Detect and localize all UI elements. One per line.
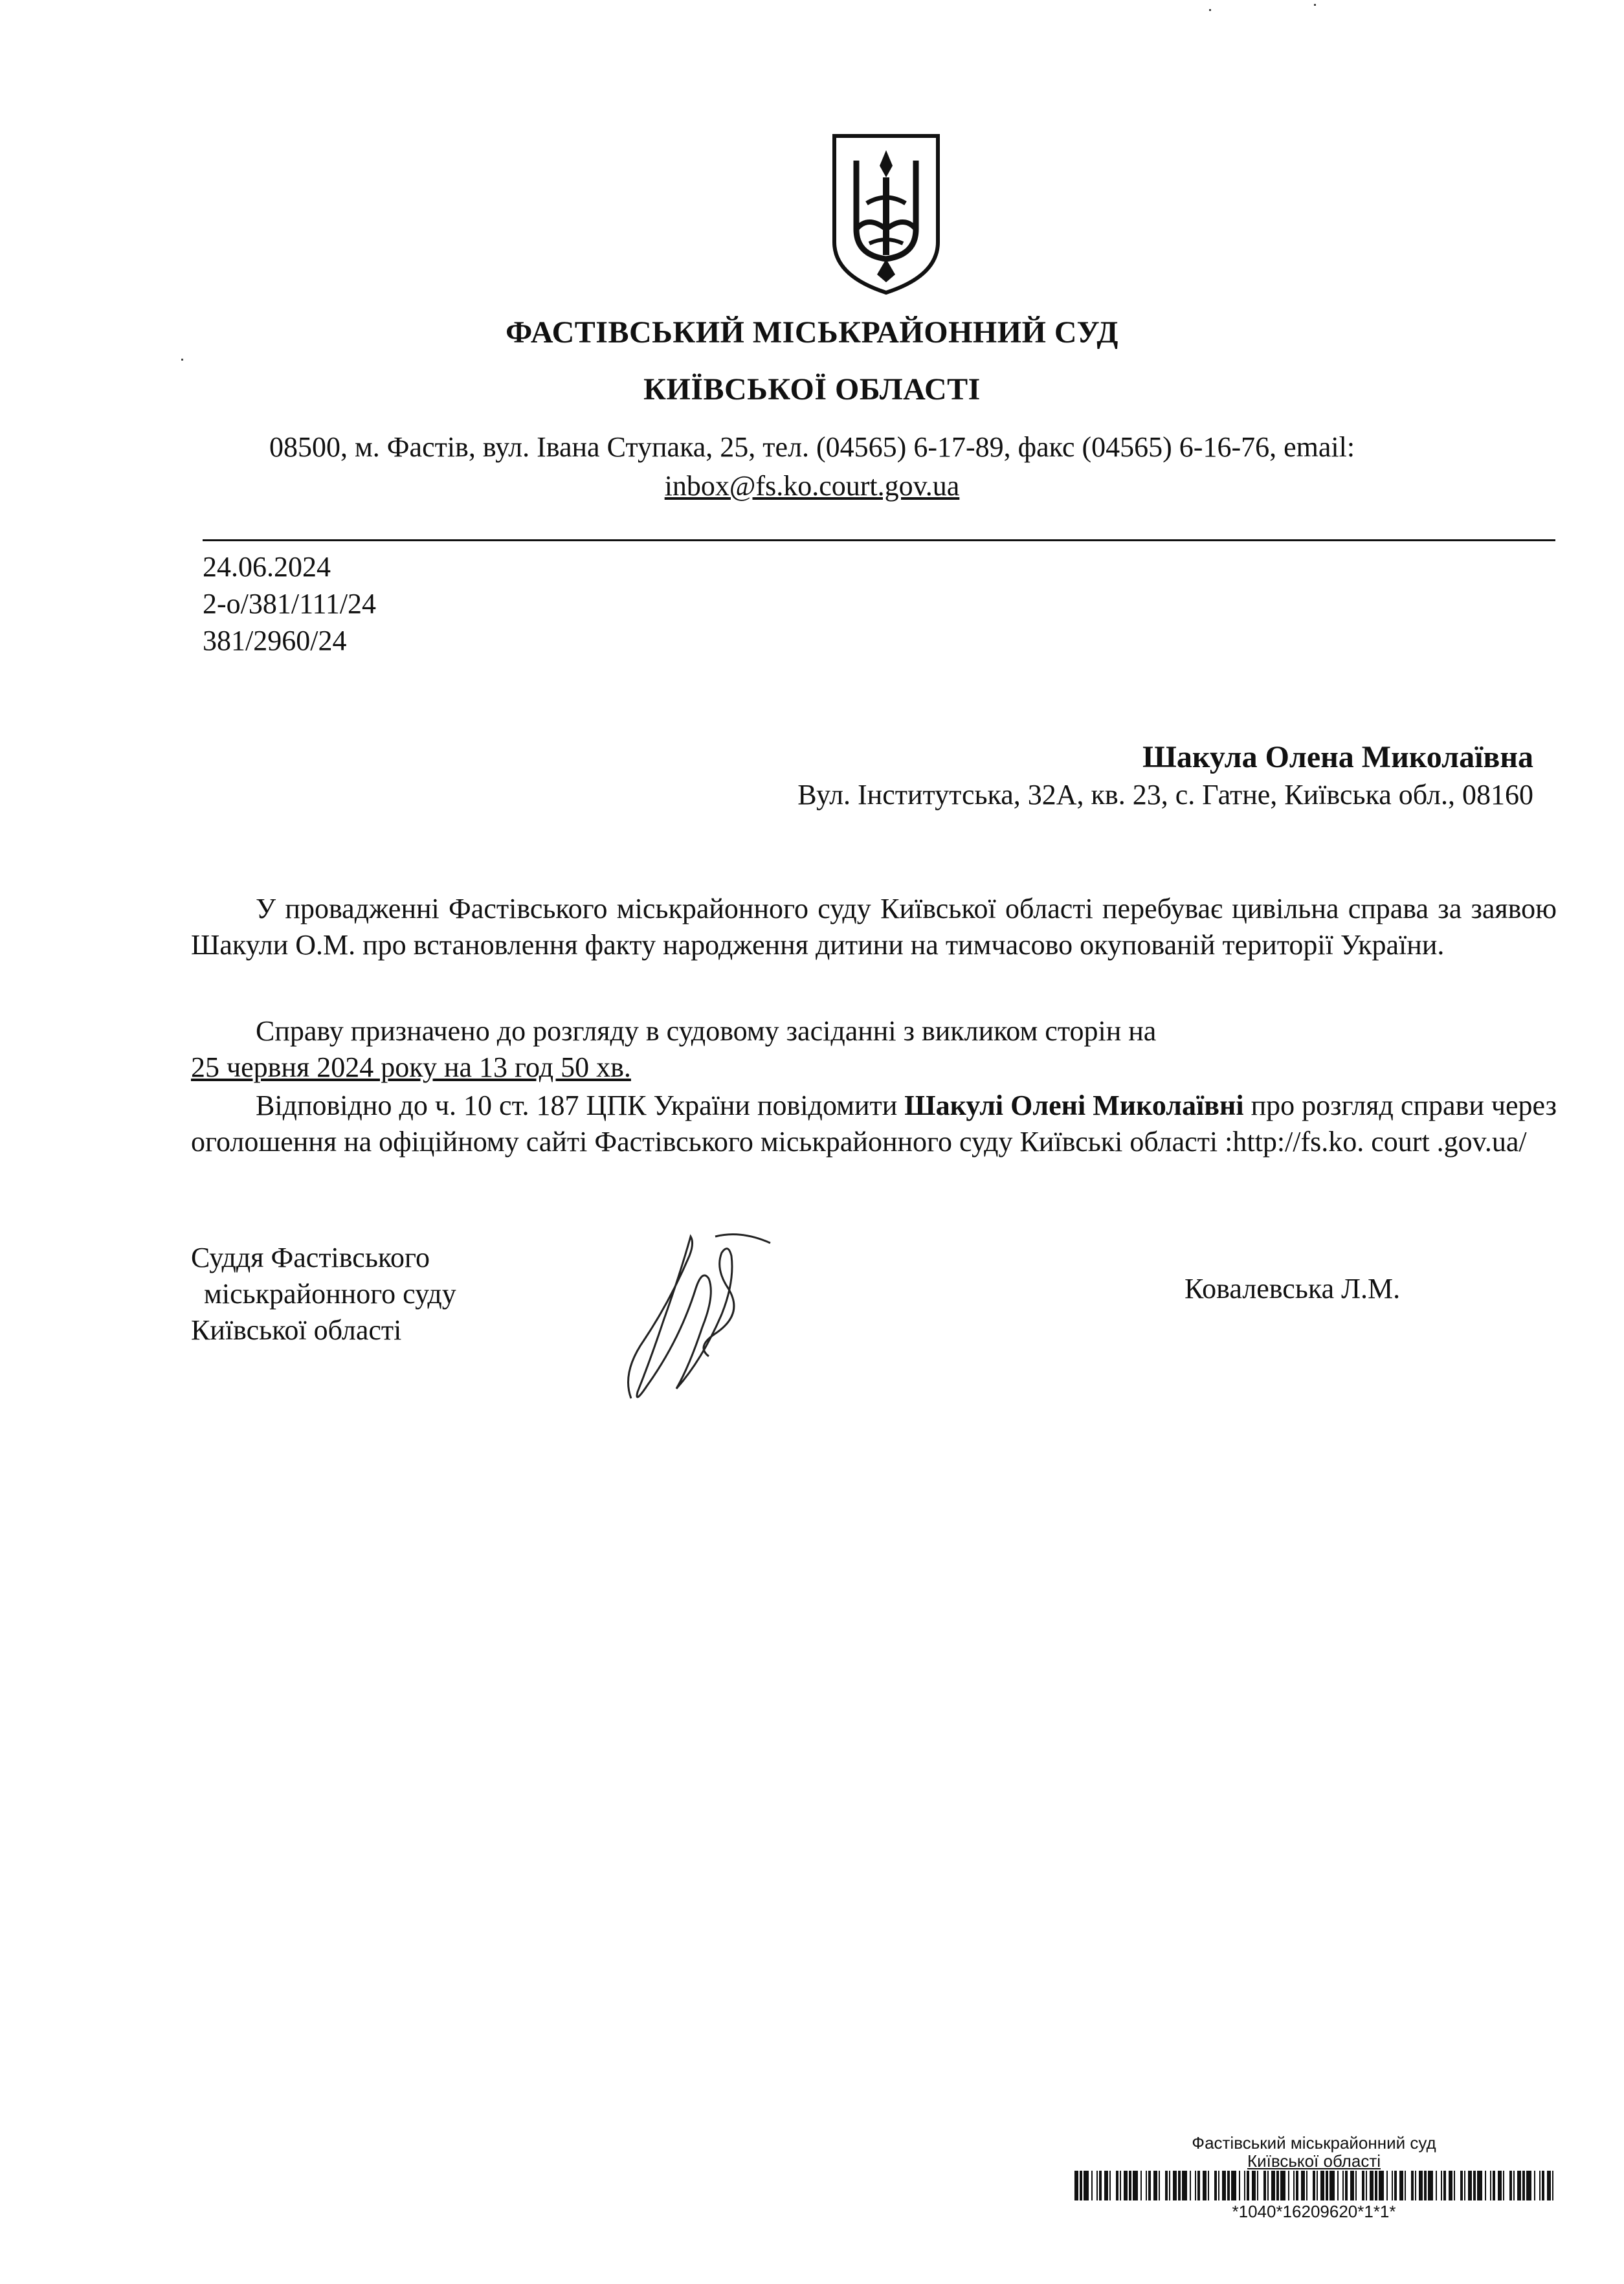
scan-speck — [1314, 4, 1316, 6]
barcode-bar — [1084, 2171, 1089, 2200]
barcode-bar — [1392, 2171, 1393, 2200]
barcode-bar — [1526, 2171, 1531, 2200]
barcode-bar — [1231, 2171, 1236, 2200]
barcode-bar — [1129, 2171, 1131, 2200]
barcode-bar — [1320, 2171, 1324, 2200]
barcode-bar — [1375, 2171, 1377, 2200]
barcode-bar — [1415, 2171, 1416, 2200]
barcode-bar — [1503, 2171, 1504, 2200]
barcode-bar — [1195, 2171, 1196, 2200]
barcode-bar — [1182, 2171, 1187, 2200]
header-divider — [203, 539, 1555, 541]
barcode-bar — [1468, 2171, 1472, 2200]
barcode-bar — [1190, 2171, 1191, 2200]
barcode-bar — [1159, 2171, 1160, 2200]
barcode-bar — [1133, 2171, 1138, 2200]
barcode-bar — [1317, 2171, 1318, 2200]
barcode-bar — [1218, 2171, 1219, 2200]
barcode-bar — [1542, 2171, 1544, 2200]
barcode-bar — [1539, 2171, 1541, 2200]
barcode-bar — [1370, 2171, 1374, 2200]
barcode-bar — [1534, 2171, 1535, 2200]
recipient-address: Вул. Інститутська, 32А, кв. 23, с. Гатне, Київська обл., 08160 — [797, 779, 1533, 811]
barcode-bar — [1460, 2171, 1463, 2200]
judge-title-line-1: Суддя Фастівського — [191, 1242, 430, 1273]
barcode-bar — [1498, 2171, 1502, 2200]
judge-title-block — [191, 1240, 456, 1349]
barcode-bar — [1293, 2171, 1295, 2200]
judge-name: Ковалевська Л.М. — [1185, 1273, 1401, 1304]
barcode-bar — [1120, 2171, 1121, 2200]
coat-of-arms-icon — [830, 132, 942, 296]
barcode-bar — [1116, 2171, 1118, 2200]
barcode-bar — [1313, 2171, 1315, 2200]
barcode-bar — [1276, 2171, 1279, 2200]
barcode-bar — [1301, 2171, 1305, 2200]
barcode-bar — [1436, 2171, 1437, 2200]
hearing-notice-text: Справу призначено до розгляду в судовому засіданні з викликом сторін на — [256, 1015, 1157, 1047]
scan-speck — [181, 359, 183, 361]
barcode-bar — [1454, 2171, 1455, 2200]
court-email-link[interactable]: inbox@fs.ko.court.gov.ua — [664, 470, 960, 502]
barcode-bar — [1379, 2171, 1384, 2200]
barcode-bar — [1493, 2171, 1495, 2200]
body-paragraph-1: У провадженні Фастівського міськрайонного суду Київської області перебуває цивільна справа за заявою Шакули О.М. про встановлення факту народження дитини на тимчасово окупованій території України. — [191, 893, 1557, 961]
barcode-bar — [1148, 2171, 1151, 2200]
barcode-bar — [1263, 2171, 1266, 2200]
barcode-bar — [1178, 2171, 1181, 2200]
barcode-bar — [1399, 2171, 1403, 2200]
barcode-bar — [1394, 2171, 1397, 2200]
barcode-bar — [1411, 2171, 1414, 2200]
barcode-bar — [1169, 2171, 1170, 2200]
court-region: КИЇВСЬКОЇ ОБЛАСТІ — [643, 372, 981, 407]
barcode-bar — [1203, 2171, 1207, 2200]
barcode-bar — [1099, 2171, 1102, 2200]
barcode-subtitle: Київської області — [1247, 2151, 1381, 2171]
barcode-bar — [1239, 2171, 1240, 2200]
scan-speck — [1209, 9, 1211, 11]
barcode-title: Фастівський міськрайонний суд — [1192, 2133, 1436, 2153]
barcode-bar — [1547, 2171, 1551, 2200]
barcode-bar — [1350, 2171, 1354, 2200]
barcode-bar — [1247, 2171, 1249, 2200]
barcode-bar — [1473, 2171, 1476, 2200]
barcode-bar — [1366, 2171, 1367, 2200]
barcode-bar — [1091, 2171, 1093, 2200]
barcode-number: *1040*16209620*1*1* — [1232, 2202, 1396, 2221]
barcode-bar — [1329, 2171, 1335, 2200]
barcode-bar — [1227, 2171, 1230, 2200]
court-name: ФАСТІВСЬКИЙ МІСЬКРАЙОННИЙ СУД — [506, 315, 1118, 350]
barcode-bar — [1477, 2171, 1482, 2200]
barcode-bar — [1104, 2171, 1108, 2200]
barcode-bar — [1362, 2171, 1364, 2200]
barcode-bar — [1464, 2171, 1465, 2200]
barcode-bar — [1140, 2171, 1142, 2200]
recipient-name: Шакула Олена Миколаївна — [1142, 740, 1533, 774]
barcode-bar — [1355, 2171, 1357, 2200]
judge-title-line-2: міськрайонного суду — [204, 1278, 456, 1310]
barcode-bar — [1522, 2171, 1525, 2200]
barcode-bar — [1490, 2171, 1491, 2200]
barcode-bar — [1214, 2171, 1217, 2200]
hearing-date: 25 червня 2024 року на 13 год 50 хв. — [191, 1051, 631, 1083]
barcode-bar — [1096, 2171, 1098, 2200]
barcode-bar — [1280, 2171, 1285, 2200]
barcode-bar — [1513, 2171, 1515, 2200]
barcode-bar — [1509, 2171, 1512, 2200]
barcode-bar — [1197, 2171, 1200, 2200]
barcode-bar — [1342, 2171, 1344, 2200]
barcode-bar — [1326, 2171, 1328, 2200]
barcode-bar — [1252, 2171, 1256, 2200]
barcode-bar — [1109, 2171, 1111, 2200]
barcode-bar — [1552, 2171, 1553, 2200]
barcode-bar — [1288, 2171, 1289, 2200]
barcode-bar — [1443, 2171, 1446, 2200]
notice-text-before: Відповідно до ч. 10 ст. 187 ЦПК України повідомити — [256, 1090, 905, 1121]
barcode-bar — [1306, 2171, 1307, 2200]
barcode-bar — [1419, 2171, 1423, 2200]
barcode-bar — [1345, 2171, 1348, 2200]
barcode-bar — [1080, 2171, 1082, 2200]
notified-person-name: Шакулі Олені Миколаївні — [904, 1090, 1244, 1121]
barcode-bar — [1485, 2171, 1486, 2200]
barcode-bar — [1267, 2171, 1269, 2200]
barcode-bar — [1428, 2171, 1433, 2200]
notice-text-after: про розгляд справи через оголошення на офіційному сайті Фастівського міськрайонного суду Київські області :http://fs.ko. court .gov.ua/ — [191, 1090, 1557, 1158]
handwritten-signature — [618, 1217, 786, 1411]
court-address: 08500, м. Фастів, вул. Івана Ступака, 25, тел. (04565) 6-17-89, факс (04565) 6-16-76, email: — [269, 431, 1355, 463]
document-number: 381/2960/24 — [203, 625, 347, 656]
barcode-bar — [1165, 2171, 1168, 2200]
case-number: 2-о/381/111/24 — [203, 588, 377, 620]
body-paragraph-3 — [191, 1088, 1557, 1160]
barcode-bar — [1296, 2171, 1298, 2200]
barcode-bar — [1424, 2171, 1427, 2200]
barcode-bar — [1208, 2171, 1209, 2200]
barcode-bar — [1441, 2171, 1442, 2200]
barcode-bar — [1074, 2171, 1078, 2200]
barcode-bar — [1173, 2171, 1177, 2200]
barcode-bar — [1222, 2171, 1226, 2200]
barcode-bar — [1517, 2171, 1521, 2200]
document-date: 24.06.2024 — [203, 551, 331, 583]
barcode-bar — [1449, 2171, 1452, 2200]
barcode-bar — [1405, 2171, 1406, 2200]
barcode-bar — [1244, 2171, 1245, 2200]
barcode-bar — [1153, 2171, 1157, 2200]
barcode-bar — [1257, 2171, 1258, 2200]
barcode-bar — [1124, 2171, 1128, 2200]
body-paragraph-2 — [191, 1013, 1557, 1086]
barcode-bar — [1337, 2171, 1339, 2200]
barcode-icon — [1074, 2171, 1553, 2200]
barcode-bar — [1146, 2171, 1147, 2200]
barcode-bar — [1386, 2171, 1388, 2200]
judge-title-line-3: Київської області — [191, 1314, 402, 1346]
barcode-bar — [1271, 2171, 1275, 2200]
